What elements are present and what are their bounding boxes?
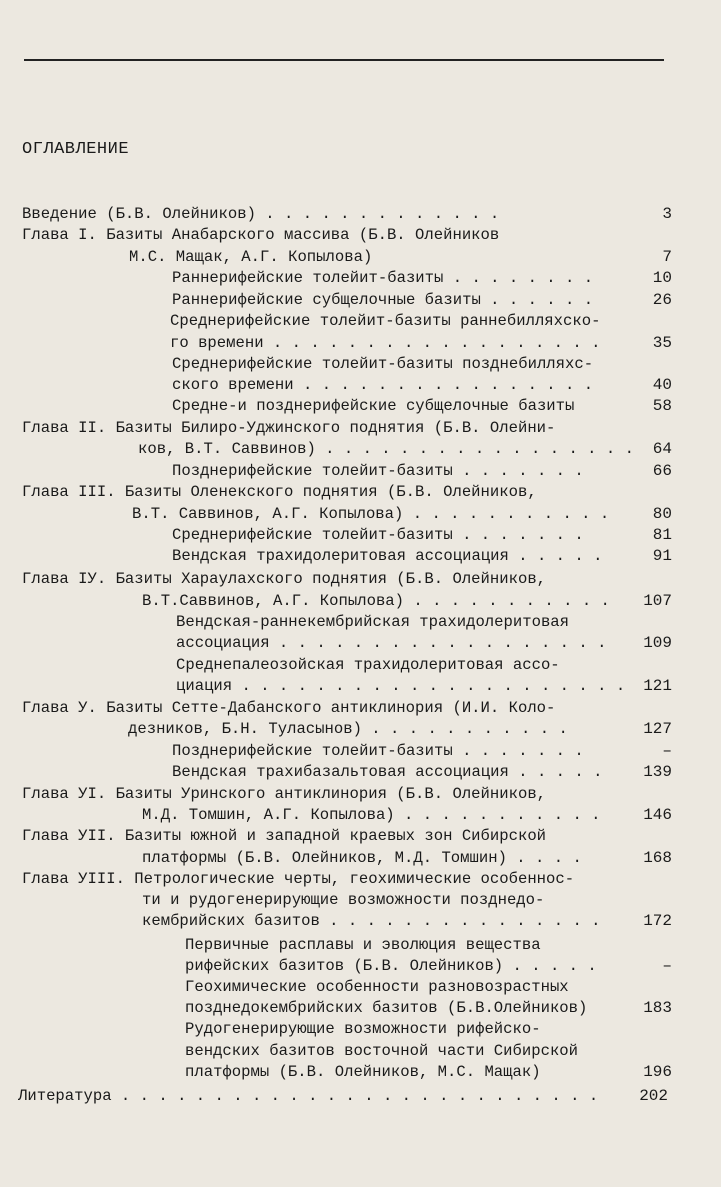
toc-page-number: 121 (643, 677, 672, 695)
toc-entry-text: Вендская трахидолеритовая ассоциация . . . . . (172, 547, 603, 565)
toc-page-number: 202 (639, 1087, 668, 1105)
toc-entry-text: М.С. Мащак, А.Г. Копылова) (129, 248, 373, 266)
toc-entry-text: ского времени . . . . . . . . . . . . . . . . (172, 376, 594, 394)
toc-row (22, 225, 672, 246)
toc-entry-text: Первичные расплавы и эволюция вещества (185, 936, 541, 954)
toc-entry-text: платформы (Б.В. Олейников, М.Д. Томшин) . . . . (142, 849, 582, 867)
toc-entry-text: Среднепалеозойская трахидолеритовая ассо- (176, 656, 560, 674)
toc-page-number: – (662, 742, 672, 760)
toc-entry-text: циация . . . . . . . . . . . . . . . . . . . . . (176, 677, 626, 695)
toc-entry-text: Введение (Б.В. Олейников) . . . . . . . . . . . . . (22, 205, 500, 223)
toc-row (22, 719, 672, 740)
toc-row (22, 612, 672, 633)
toc-entry-text: Геохимические особенности разновозрастных (185, 978, 569, 996)
toc-page-number: 40 (652, 376, 672, 394)
toc-row (22, 977, 672, 998)
toc-row (22, 698, 672, 719)
toc-entry-text: Позднерифейские толейит-базиты . . . . . . . (172, 742, 584, 760)
toc-entry-text: Глава III. Базиты Оленекского поднятия (Б.В. Олейников, (22, 483, 537, 501)
toc-entry-text: дезников, Б.Н. Туласынов) . . . . . . . . . . . (128, 720, 568, 738)
toc-page-number: 172 (643, 912, 672, 930)
toc-page-number: 26 (652, 291, 672, 309)
toc-page-number: 139 (643, 763, 672, 781)
toc-page-number: 127 (643, 720, 672, 738)
toc-row (22, 741, 672, 762)
toc-entry-text: Глава УIII. Петрологические черты, геохимические особеннос- (22, 870, 575, 888)
toc-page-number: 91 (652, 547, 672, 565)
toc-row (22, 290, 672, 311)
toc-page-number: 146 (643, 806, 672, 824)
toc-entry-text: рифейских базитов (Б.В. Олейников) . . . . . (185, 957, 597, 975)
toc-page-number: 3 (662, 205, 672, 223)
toc-row (22, 784, 672, 805)
toc-page-number: 35 (652, 334, 672, 352)
toc-row (22, 1062, 672, 1083)
toc-entry-text: Глава II. Базиты Билиро-Уджинского поднятия (Б.В. Олейни- (22, 419, 556, 437)
toc-entry-text: М.Д. Томшин, А.Г. Копылова) . . . . . . . . . . . (142, 806, 601, 824)
toc-entry-text: кембрийских базитов . . . . . . . . . . . . . . . (142, 912, 601, 930)
toc-row (22, 805, 672, 826)
toc-row (18, 1086, 668, 1107)
toc-row (22, 204, 672, 225)
toc-row (22, 762, 672, 783)
toc-entry-text: Глава УII. Базиты южной и западной краевых зон Сибирской (22, 827, 547, 845)
toc-entry-text: Среднерифейские толейит-базиты раннебилляхско- (170, 312, 601, 330)
toc-row (22, 482, 672, 503)
toc-page-number: 7 (662, 248, 672, 266)
toc-entry-text: Средне-и позднерифейские субщелочные базиты (172, 397, 575, 415)
toc-row (22, 676, 672, 697)
toc-entry-text: Глава У. Базиты Сетте-Дабанского антиклинория (И.И. Коло- (22, 699, 556, 717)
toc-entry-text: Литература . . . . . . . . . . . . . . . . . . . . . . . . . . (18, 1087, 599, 1105)
toc-page-number: – (662, 957, 672, 975)
toc-page-number: 64 (652, 440, 672, 458)
toc-page-number: 196 (643, 1063, 672, 1081)
toc-row (22, 311, 672, 332)
toc-row (22, 569, 672, 590)
toc-page-number: 66 (652, 462, 672, 480)
toc-page-number: 81 (652, 526, 672, 544)
toc-row (22, 911, 672, 932)
toc-entry-text: ассоциация . . . . . . . . . . . . . . . . . . (176, 634, 607, 652)
top-rule (24, 59, 664, 61)
page-title: ОГЛАВЛЕНИЕ (22, 140, 130, 159)
toc-row (22, 1019, 672, 1040)
toc-entry-text: Рудогенерирующие возможности рифейско- (185, 1020, 541, 1038)
toc-row (22, 268, 672, 289)
toc-entry-text: го времени . . . . . . . . . . . . . . . . . . (170, 334, 601, 352)
toc-page-number: 109 (643, 634, 672, 652)
toc-row (22, 439, 672, 460)
toc-entry-text: Раннерифейские толейит-базиты . . . . . . . . (172, 269, 594, 287)
toc-page-number: 58 (652, 397, 672, 415)
toc-row (22, 247, 672, 268)
toc-row (22, 396, 672, 417)
toc-row (22, 418, 672, 439)
toc-row (22, 375, 672, 396)
toc-row (22, 461, 672, 482)
toc-page-number: 168 (643, 849, 672, 867)
toc-entry-text: Вендская-раннекембрийская трахидолеритовая (176, 613, 570, 631)
toc-row (22, 1041, 672, 1062)
toc-entry-text: В.Т.Саввинов, А.Г. Копылова) . . . . . . . . . . . (142, 592, 610, 610)
toc-page-number: 107 (643, 592, 672, 610)
toc-row (22, 956, 672, 977)
toc-row (22, 935, 672, 956)
toc-entry-text: позднедокембрийских базитов (Б.В.Олейников) (185, 999, 588, 1017)
toc-entry-text: Среднерифейские толейит-базиты позднебилляхс- (172, 355, 594, 373)
toc-entry-text: В.Т. Саввинов, А.Г. Копылова) . . . . . . . . . . . (132, 505, 610, 523)
toc-entry-text: ти и рудогенерирующие возможности позднедо- (142, 891, 545, 909)
toc-row (22, 998, 672, 1019)
toc-entry-text: Глава IУ. Базиты Хараулахского поднятия (Б.В. Олейников, (22, 570, 547, 588)
toc-row (22, 655, 672, 676)
toc-page-number: 80 (652, 505, 672, 523)
toc-entry-text: платформы (Б.В. Олейников, М.С. Мащак) (185, 1063, 541, 1081)
toc-row (22, 633, 672, 654)
toc-row (22, 525, 672, 546)
toc-row (22, 546, 672, 567)
toc-entry-text: ков, В.Т. Саввинов) . . . . . . . . . . . . . . . . . (138, 440, 634, 458)
toc-entry-text: вендских базитов восточной части Сибирской (185, 1042, 579, 1060)
toc-page-number: 10 (652, 269, 672, 287)
toc-entry-text: Раннерифейские субщелочные базиты . . . . . . (172, 291, 594, 309)
toc-row (22, 890, 672, 911)
toc-entry-text: Глава УI. Базиты Уринского антиклинория (Б.В. Олейников, (22, 785, 547, 803)
toc-entry-text: Среднерифейские толейит-базиты . . . . . . . (172, 526, 584, 544)
toc-row (22, 591, 672, 612)
toc-entry-text: Позднерифейские толейит-базиты . . . . . . . (172, 462, 584, 480)
toc-row (22, 504, 672, 525)
toc-page-number: 183 (643, 999, 672, 1017)
toc-row (22, 826, 672, 847)
toc-row (22, 333, 672, 354)
toc-entry-text: Глава I. Базиты Анабарского массива (Б.В. Олейников (22, 226, 500, 244)
toc-row (22, 848, 672, 869)
toc-entry-text: Вендская трахибазальтовая ассоциация . . . . . (172, 763, 603, 781)
toc-row (22, 354, 672, 375)
toc-row (22, 869, 672, 890)
